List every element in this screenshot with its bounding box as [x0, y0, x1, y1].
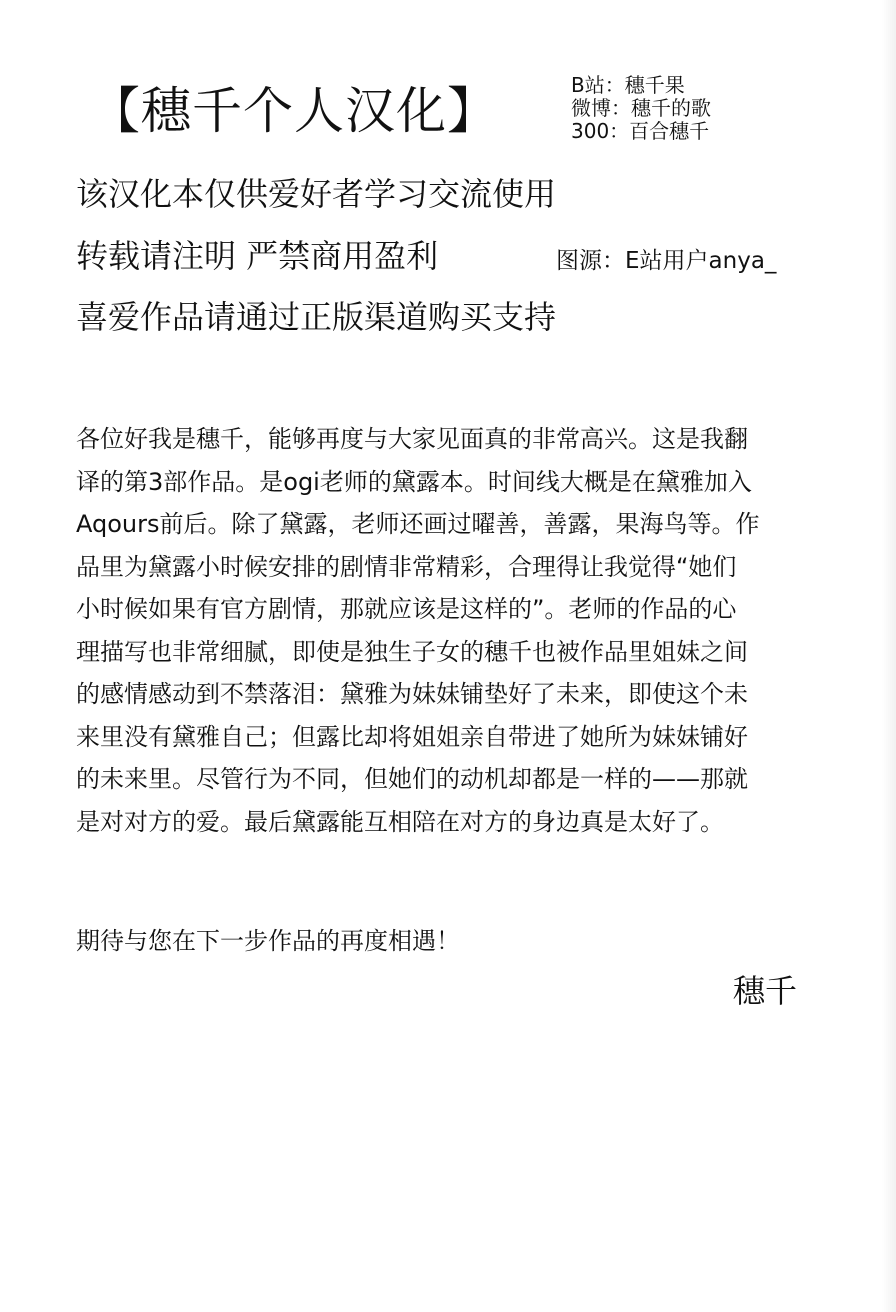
notice-line-study-use: 该汉化本仅供爱好者学习交流使用	[76, 175, 557, 213]
notice-line-no-commercial: 转载请注明 严禁商用盈利	[76, 237, 439, 275]
credit-weibo: 微博：穗千的歌	[571, 96, 711, 120]
credit-bilibili: B站：穗千果	[571, 73, 685, 97]
message-line: 译的第3部作品。是ogi老师的黛露本。时间线大概是在黛雅加入	[76, 467, 752, 496]
notice-line-support-official: 喜爱作品请通过正版渠道购买支持	[76, 298, 557, 336]
page-title: 【穗千个人汉化】	[90, 82, 498, 140]
message-line: 小时候如果有官方剧情，那就应该是这样的”。老师的作品的心	[76, 595, 737, 623]
message-line: 品里为黛露小时候安排的剧情非常精彩，合理得让我觉得“她们	[76, 552, 737, 581]
credit-300: 300：百合穗千	[571, 119, 710, 143]
message-line: 是对对方的爱。最后黛露能互相陪在对方的身边真是太好了。	[76, 807, 724, 836]
message-line: 的感情感动到不禁落泪：黛雅为妹妹铺垫好了未来，即使这个未	[76, 680, 748, 708]
message-line: Aqours前后。除了黛露，老师还画过曜善，善露，果海鸟等。作	[76, 510, 760, 538]
signature: 穗千	[733, 972, 798, 1010]
translator-credits	[571, 74, 711, 143]
image-source-credit: 图源：E站用户anya_	[556, 248, 777, 274]
message-line: 各位好我是穗千，能够再度与大家见面真的非常高兴。这是我翻	[76, 425, 748, 453]
page-edge-shadow	[882, 0, 896, 1312]
translator-message	[76, 418, 816, 843]
message-line: 的未来里。尽管行为不同，但她们的动机却都是一样的——那就	[76, 765, 748, 793]
closing-line: 期待与您在下一步作品的再度相遇！	[76, 927, 460, 955]
message-line: 理描写也非常细腻，即使是独生子女的穗千也被作品里姐妹之间	[76, 637, 748, 666]
message-line: 来里没有黛雅自己；但露比却将姐姐亲自带进了她所为妹妹铺好	[76, 722, 748, 751]
